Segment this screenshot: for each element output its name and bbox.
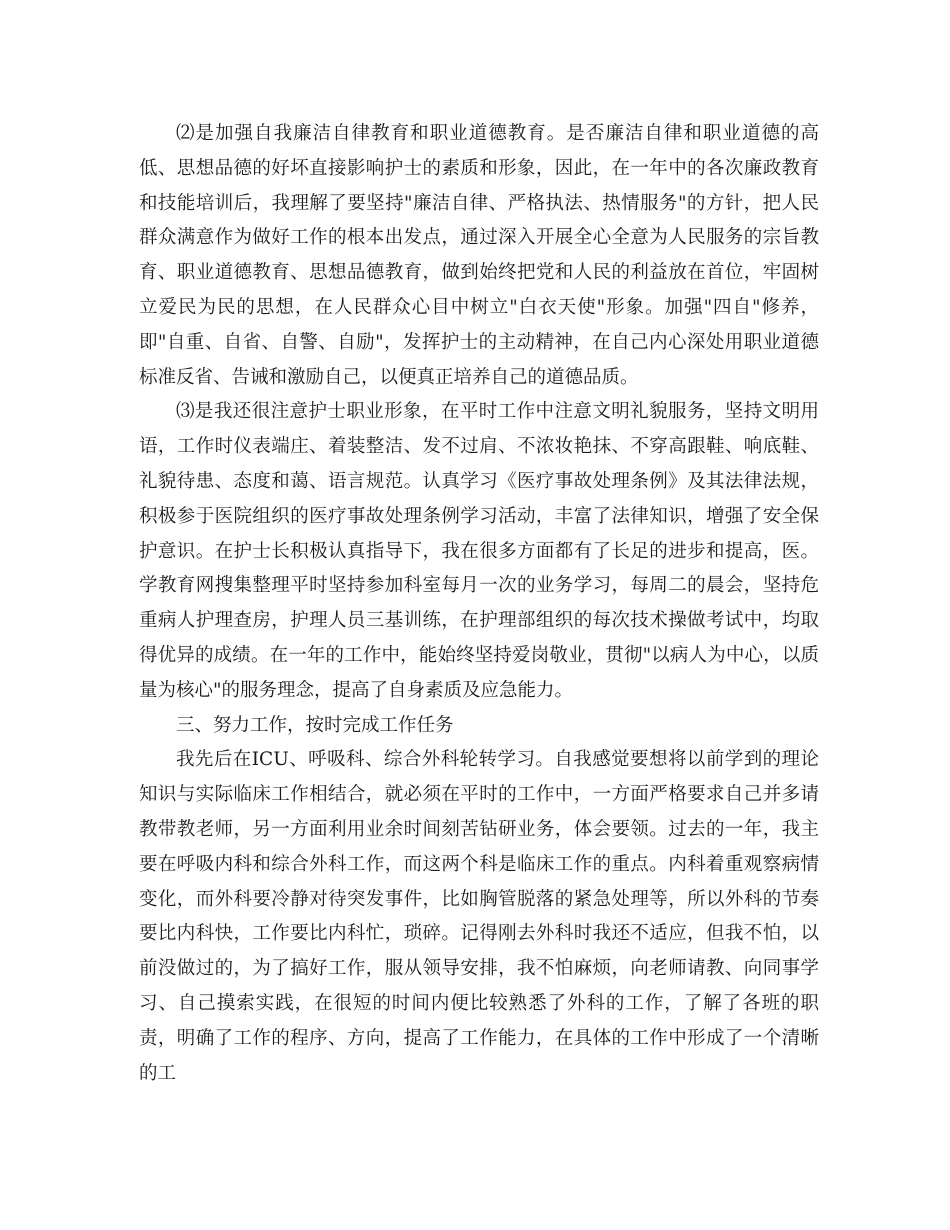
paragraph-self-discipline: ⑵是加强自我廉洁自律教育和职业道德教育。是否廉洁自律和职业道德的高低、思想品德的好坏直接影响护士的素质和形象，因此，在一年中的各次廉政教育和技能培训后，我理解了要坚持"廉洁自律、严格执法、热情服务"的方针，把人民群众满意作为做好工作的根本出发点，通过深入开展全心全意为人民服务的宗旨教育、职业道德教育、思想品德教育，做到始终把党和人民的利益放在首位，牢固树立爱民为民的思想，在人民群众心目中树立"白衣天使"形象。加强"四自"修养，即"自重、自省、自警、自励"，发挥护士的主动精神，在自己内心深处用职业道德标准反省、告诫和激励自己，以便真正培养自己的道德品质。 xyxy=(139,123,819,388)
section-heading: 三、努力工作，按时完成工作任务 xyxy=(176,714,454,736)
paragraph-professional-image: ⑶是我还很注意护士职业形象，在平时工作中注意文明礼貌服务，坚持文明用语，工作时仪表端庄、着装整洁、发不过肩、不浓妆艳抹、不穿高跟鞋、响底鞋、礼貌待患、态度和蔼、语言规范。认真学习《医疗事故处理条例》及其法律法规，积极参于医院组织的医疗事故处理条例学习活动，丰富了法律知识，增强了安全保护意识。在护士长积极认真指导下，我在很多方面都有了长足的进步和提高，医。学教育网搜集整理平时坚持参加科室每月一次的业务学习，每周二的晨会，坚持危重病人护理查房，护理人员三基训练，在护理部组织的每次技术操做考试中，均取得优异的成绩。在一年的工作中，能始终坚持爱岗敬业，贯彻"以病人为中心，以质量为核心"的服务理念，提高了自身素质及应急能力。 xyxy=(139,401,819,701)
paragraph-department-rotation: 我先后在ICU、呼吸科、综合外科轮转学习。自我感觉要想将以前学到的理论知识与实际临床工作相结合，就必须在平时的工作中，一方面严格要求自己并多请教带教老师，另一方面利用业余时间刻苦钻研业务，体会要领。过去的一年，我主要在呼吸内科和综合外科工作，而这两个科是临床工作的重点。内科着重观察病情变化，而外科要冷静对待突发事件，比如胸管脱落的紧急处理等，所以外科的节奏要比内科快，工作要比内科忙，琐碎。记得刚去外科时我还不适应，但我不怕，以前没做过的，为了搞好工作，服从领导安排，我不怕麻烦，向老师请教、向同事学习、自己摸索实践，在很短的时间内便比较熟悉了外科的工作，了解了各班的职责，明确了工作的程序、方向，提高了工作能力，在具体的工作中形成了一个清晰的工 xyxy=(139,749,819,1084)
document-body xyxy=(139,117,819,1091)
